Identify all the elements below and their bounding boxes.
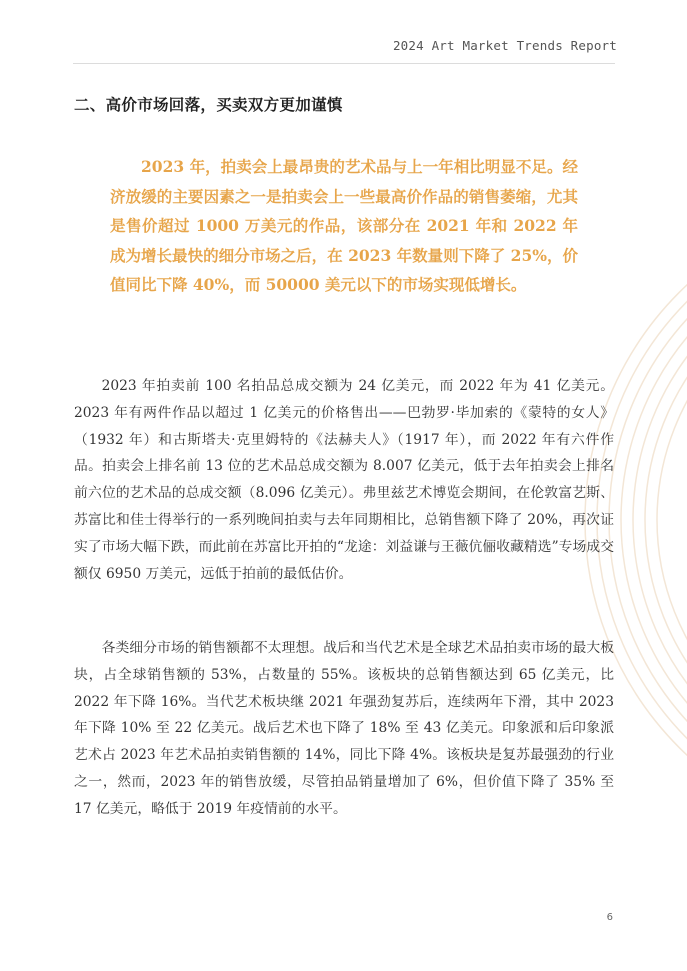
header-divider: [73, 63, 615, 64]
page-number: 6: [606, 912, 613, 923]
section-title: 二、高价市场回落，买卖双方更加谨慎: [74, 96, 343, 114]
body-paragraph-2: 各类细分市场的销售额都不太理想。战后和当代艺术是全球艺术品拍卖市场的最大板块，占全球销售额的 53%，占数量的 55%。该板块的总销售额达到 65 亿美元，比 2022 年下降 16%。当代艺术板块继 2021 年强劲复苏后，连续两年下滑，其中 2023 年下降 10% 至 22 亿美元。战后艺术也下降了 18% 至 43 亿美元。印象派和后印象派艺术占 2023 年艺术品拍卖销售额的 14%，同比下降 4%。该板块是复苏最强劲的行业之一，然而，2023 年的销售放缓，尽管拍品销量增加了 6%，但价值下降了 35% 至 17 亿美元，略低于 2019 年疫情前的水平。: [74, 640, 614, 817]
highlight-paragraph: 2023 年，拍卖会上最昂贵的艺术品与上一年相比明显不足。经济放缓的主要因素之一是拍卖会上一些最高价作品的销售萎缩，尤其是售价超过 1000 万美元的作品，该部分在 2021 年和 2022 年成为增长最快的细分市场之后，在 2023 年数量则下降了 25%，价值同比下降 40%，而 50000 美元以下的市场实现低增长。: [110, 157, 578, 294]
report-header: 2024 Art Market Trends Report: [392, 38, 617, 53]
body-paragraph-1: 2023 年拍卖前 100 名拍品总成交额为 24 亿美元，而 2022 年为 41 亿美元。2023 年有两件作品以超过 1 亿美元的价格售出——巴勃罗·毕加索的《蒙特的女人》（1932 年）和古斯塔夫·克里姆特的《法赫夫人》（1917 年），而 2022 年有六件作品。拍卖会上排名前 13 位的艺术品总成交额为 8.007 亿美元，低于去年拍卖会上排名前六位的艺术品的总成交额（8.096 亿美元）。弗里兹艺术博览会期间，在伦敦富艺斯、苏富比和佳士得举行的一系列晚间拍卖与去年同期相比，总销售额下降了 20%，再次证实了市场大幅下跌，而此前在苏富比开拍的“龙途：刘益谦与王薇伉俪收藏精选”专场成交额仅 6950 万美元，远低于拍前的最低估价。: [74, 378, 614, 582]
